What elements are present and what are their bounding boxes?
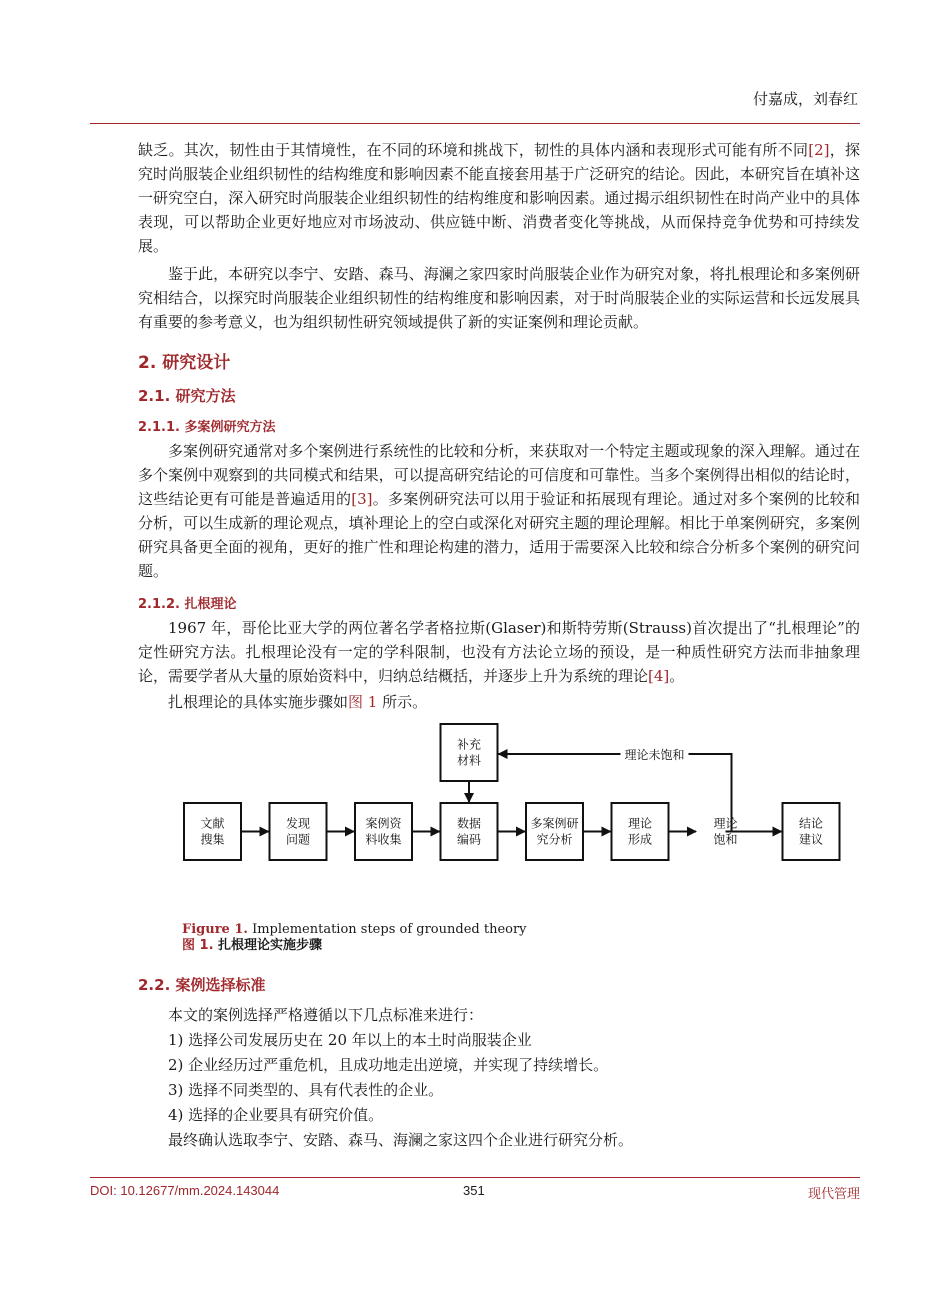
flow-node — [526, 803, 583, 860]
header-divider — [90, 123, 860, 124]
citation-link[interactable]: [4] — [648, 667, 670, 685]
paragraph: 多案例研究通常对多个案例进行系统性的比较和分析，来获取对一个特定主题或现象的深入理解。通过在多个案例中观察到的共同模式和结果，可以提高研究结论的可信度和可靠性。当多个案例得出相似的结论时，这些结论更有可能是普遍适用的[3]。多案例研究法可以用于验证和拓展现有理论。通过对多个案例的比较和分析，可以生成新的理论观点，填补理论上的空白或深化对研究主题的理论理解。相比于单案例研究，多案例研究具备更全面的视角，更好的推广性和理论构建的潜力，适用于需要深入比较和综合分析多个案例的研究问题。 — [138, 442, 860, 580]
box-label: 理论 — [713, 816, 738, 831]
flow-node — [355, 803, 412, 860]
doi-link[interactable]: DOI: 10.12677/mm.2024.143044 — [90, 1183, 280, 1198]
box-label: 问题 — [285, 832, 311, 847]
list-item: 4) 选择的企业要具有研究价值。 — [168, 1106, 384, 1124]
box-label: 饱和 — [713, 832, 738, 847]
flow-node — [441, 803, 498, 860]
flow-node-supplement — [441, 724, 498, 781]
paragraph: 鉴于此，本研究以李宁、安踏、森马、海澜之家四家时尚服装企业作为研究对象，将扎根理论和多案例研究相结合，以探究时尚服装企业组织韧性的结构维度和影响因素，对于时尚服装企业的实际运营和长远发展具有重要的参考意义，也为组织韧性研究领域提供了新的实证案例和理论贡献。 — [138, 265, 860, 331]
figure-caption-en: Figure 1. Implementation steps of grounded theory — [182, 922, 527, 937]
paragraph: 扎根理论的具体实施步骤如图 1 所示。 — [168, 693, 428, 711]
criteria-list — [138, 1003, 860, 1153]
feedback-label: 理论未饱和 — [624, 748, 685, 762]
box-label: 文献 — [200, 816, 225, 831]
list-item: 2) 企业经历过严重危机，且成功地走出逆境，并实现了持续增长。 — [168, 1056, 609, 1074]
box-label: 究分析 — [536, 832, 573, 847]
paragraph: 1967 年，哥伦比亚大学的两位著名学者格拉斯(Glaser)和斯特劳斯(Strauss)首次提出了“扎根理论”的定性研究方法。扎根理论没有一定的学科限制，也没有方法论立场的预设，是一种质性研究方法而非抽象理论，需要学者从大量的原始资料中，归纳总结概括，并逐步上升为系统的理论[4]。 — [138, 619, 860, 685]
flow-node — [270, 803, 327, 860]
page-number: 351 — [463, 1183, 485, 1198]
box-label: 多案例研 — [530, 816, 579, 831]
box-label: 数据 — [456, 816, 482, 831]
journal-name: 现代管理 — [807, 1187, 860, 1202]
list-conclusion: 最终确认选取李宁、安踏、森马、海澜之家这四个企业进行研究分析。 — [168, 1131, 634, 1149]
footer-divider — [90, 1177, 860, 1178]
page-content — [138, 138, 860, 1153]
box-label: 料收集 — [365, 832, 402, 847]
box-label: 搜集 — [200, 832, 225, 847]
page-footer — [90, 1183, 860, 1203]
section-heading: 2. 研究设计 — [138, 353, 231, 373]
box-label: 结论 — [798, 816, 824, 831]
box-label: 形成 — [627, 832, 653, 847]
running-header-authors: 付嘉成，刘春红 — [752, 90, 858, 108]
box-label: 理论 — [627, 816, 653, 831]
paragraph-continued: 缺乏。其次，韧性由于其情境性，在不同的环境和挑战下，韧性的具体内涵和表现形式可能有所不同[2]，探究时尚服装企业组织韧性的结构维度和影响因素不能直接套用基于广泛研究的结论。因此，本研究旨在填补这一研究空白，深入研究时尚服装企业组织韧性的结构维度和影响因素。通过揭示组织韧性在时尚产业中的具体表现，可以帮助企业更好地应对市场波动、供应链中断、消费者变化等挑战，从而保持竞争优势和可持续发展。 — [138, 141, 860, 255]
citation-link[interactable]: [2] — [808, 141, 830, 159]
flow-node — [612, 803, 669, 860]
flow-node — [184, 803, 241, 860]
box-label: 发现 — [285, 816, 311, 831]
subsubsection-heading: 2.1.1. 多案例研究方法 — [138, 420, 276, 435]
box-label: 案例资 — [365, 816, 402, 831]
subsubsection-heading: 2.1.2. 扎根理论 — [138, 597, 237, 612]
list-intro: 本文的案例选择严格遵循以下几点标准来进行： — [168, 1006, 484, 1024]
flowchart-diagram — [138, 722, 860, 922]
figure-flowchart — [138, 722, 860, 922]
subsection-heading: 2.2. 案例选择标准 — [138, 976, 266, 994]
figure-caption-zh: 图 1. 扎根理论实施步骤 — [182, 938, 323, 953]
flow-node — [783, 803, 840, 860]
list-item: 3) 选择不同类型的、具有代表性的企业。 — [168, 1081, 444, 1099]
subsection-heading: 2.1. 研究方法 — [138, 387, 236, 405]
box-label: 建议 — [798, 832, 824, 847]
box-label: 编码 — [456, 832, 482, 847]
citation-link[interactable]: [3] — [351, 490, 373, 508]
list-item: 1) 选择公司发展历史在 20 年以上的本土时尚服装企业 — [168, 1031, 532, 1049]
figure-link[interactable]: 图 1 — [348, 693, 378, 711]
box-label: 材料 — [456, 753, 482, 768]
box-label: 补充 — [456, 737, 482, 752]
